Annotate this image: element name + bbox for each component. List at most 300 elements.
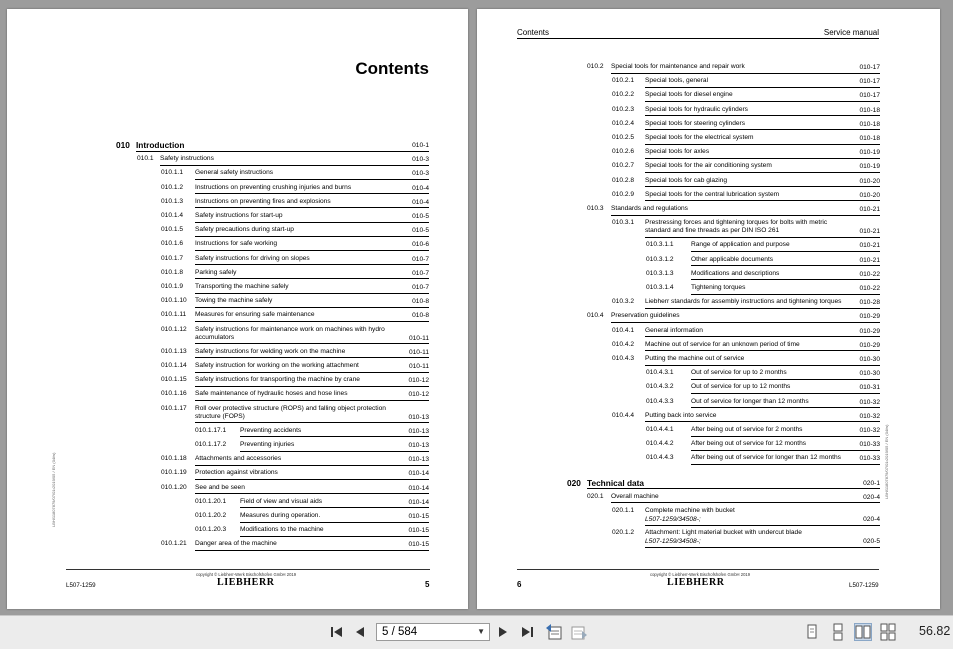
toc-entry-title: Modifications to the machine — [240, 526, 324, 534]
toc-entry-number: 010.4.1 — [612, 326, 634, 334]
toc-entry-underline — [611, 73, 880, 74]
toc-entry-title: Special tools for maintenance and repair work — [611, 63, 745, 70]
toc-entry-underline — [691, 464, 880, 465]
continuous-view-button[interactable] — [829, 623, 847, 641]
side-document-code: LBH/11807879/07/01•2019/05 / EN (04/w) — [51, 452, 56, 527]
toc-entry-number: 020.1 — [587, 492, 604, 500]
toc-entry-title: Out of service for up to 2 months — [691, 369, 787, 377]
toc-entry[interactable] — [646, 454, 880, 465]
toc-entry-page: 010-21 — [859, 206, 880, 213]
toc-entry-title: Field of view and visual aids — [240, 497, 323, 505]
viewer-toolbar — [0, 615, 953, 649]
toc-entry-underline — [691, 251, 880, 252]
toc-entry-number: 010.2.4 — [612, 119, 634, 127]
toc-entry-title: Standards and regulations — [611, 205, 688, 212]
toc-entry[interactable] — [587, 205, 880, 216]
toc-entry-page: 010-11 — [408, 348, 429, 356]
toc-entry-page: 010-5 — [412, 213, 429, 220]
toc-entry-number: 010.2 — [587, 63, 604, 70]
toc-entry-underline — [195, 250, 429, 251]
page-number-value: 5 / 584 — [382, 626, 418, 638]
toc-entry-title: Special tools for the central lubrication system — [645, 190, 780, 198]
toc-entry-page: 010-21 — [859, 242, 880, 250]
toc-entry-number: 010.1.2 — [161, 183, 183, 191]
toc-entry-title: Safety instructions for maintenance work on machines with hydro accumulators — [195, 325, 385, 341]
toc-entry-underline — [691, 407, 880, 408]
toc-entry-underline — [645, 172, 880, 173]
toc-entry-page: 010-20 — [859, 177, 880, 185]
toc-entry-page: 010-8 — [412, 312, 429, 320]
go-back-view-icon — [545, 624, 563, 640]
footer-model: L507-1259 — [66, 582, 96, 589]
toc-entry-title: Preventing injuries — [240, 441, 295, 448]
toc-entry-underline — [195, 422, 429, 423]
toc-entry[interactable] — [137, 155, 429, 166]
toc-chapter-entry[interactable] — [567, 479, 880, 490]
toc-entry-number: 010.3.1.1 — [646, 241, 674, 249]
toc-entry-page: 010-32 — [859, 427, 880, 434]
toc-entry-title: Measures during operation. — [240, 512, 321, 519]
toc-entry-title: Tightening torques — [691, 284, 746, 291]
toc-entry[interactable] — [612, 91, 880, 102]
running-header-right: Service manual — [823, 28, 879, 37]
toc-entry-title: General information — [645, 326, 703, 334]
go-forward-view-button[interactable] — [569, 622, 589, 642]
toc-entry-number: 010.1.20.3 — [195, 526, 227, 534]
toc-entry[interactable] — [195, 441, 429, 452]
toc-entry-title: Overall machine — [611, 492, 659, 500]
toc-entry-number: 010.1.1 — [161, 169, 183, 177]
go-forward-view-icon — [570, 624, 588, 640]
toc-entry-page: 010-6 — [412, 241, 429, 249]
toc-entry[interactable] — [646, 270, 880, 281]
running-header-left: Contents — [517, 28, 550, 37]
copyright-text: copyright © Liebherr-Werk Bischofshofen GmbH 2019 — [650, 572, 751, 577]
toc-entry[interactable] — [161, 226, 429, 237]
toc-entry-number: 010.1.19 — [161, 469, 187, 477]
toc-entry-title: Special tools for the electrical system — [645, 134, 754, 141]
toc-entry-page: 010-11 — [408, 363, 429, 370]
toc-entry-number: 010.2.7 — [612, 162, 634, 170]
toc-entry[interactable] — [646, 440, 880, 451]
toc-entry-number: 010.1.12 — [161, 325, 187, 333]
toc-entry[interactable] — [161, 348, 429, 359]
toc-entry-number: 010.4.4 — [612, 411, 634, 419]
toc-entry-number: 010.3 — [587, 205, 604, 212]
table-of-contents-right — [477, 9, 940, 609]
toc-entry-page: 010-4 — [412, 184, 429, 192]
toc-entry-page: 010-29 — [859, 341, 880, 349]
single-page-icon — [803, 623, 821, 641]
toc-entry-title: Parking safely — [195, 268, 237, 276]
toc-entry[interactable] — [612, 77, 880, 88]
toc-entry[interactable] — [612, 355, 880, 366]
toc-entry[interactable] — [195, 427, 429, 438]
toc-entry-underline — [611, 502, 880, 503]
toc-entry-page: 010-13 — [408, 427, 429, 435]
toc-entry-page: 010-15 — [408, 513, 429, 520]
toc-entry-page: 010-33 — [859, 441, 880, 449]
toc-entry-title: Instructions for safe working — [195, 240, 278, 248]
toc-entry-page: 010-12 — [408, 391, 429, 399]
toc-entry[interactable] — [161, 212, 429, 223]
toc-entry[interactable] — [161, 362, 429, 373]
toc-entry-number: 010.2.6 — [612, 148, 634, 156]
toc-entry[interactable] — [612, 177, 880, 188]
toc-entry-title: Out of service for longer than 12 months — [691, 397, 809, 405]
toc-entry-underline — [160, 165, 429, 166]
toc-entry-title: Introduction — [136, 140, 185, 150]
toc-entry-title: Protection against vibrations — [195, 469, 278, 477]
toc-entry-page: 010-32 — [859, 398, 880, 406]
toc-entry-title: Special tools for axles — [645, 148, 710, 156]
continuous-facing-icon — [879, 623, 897, 641]
toc-entry-underline — [240, 522, 429, 523]
toc-entry[interactable] — [646, 241, 880, 252]
toc-entry-underline — [195, 493, 429, 494]
toc-entry-page: 010-15 — [408, 541, 429, 549]
toc-entry[interactable] — [646, 284, 880, 295]
toc-chapter-entry[interactable] — [116, 141, 429, 152]
toc-entry-underline — [691, 436, 880, 437]
toc-entry-page: 010-7 — [412, 255, 429, 263]
toc-entry-page: 010-3 — [412, 170, 429, 178]
toc-entry-number: 010.4.3.2 — [646, 383, 674, 391]
toc-entry-title: Measures for ensuring safe maintenance — [195, 311, 315, 319]
toc-entry-underline — [195, 343, 429, 344]
toc-entry-page: 010-18 — [859, 106, 880, 114]
next-page-icon — [497, 626, 509, 638]
toc-entry[interactable] — [587, 312, 880, 323]
toc-entry-title: Safety instructions for welding work on the machine — [195, 347, 346, 355]
toc-entry[interactable] — [161, 283, 429, 294]
toc-entry-number: 010.1.3 — [161, 197, 183, 205]
toc-entry-number: 010.2.2 — [612, 91, 634, 99]
toc-entry-underline — [691, 294, 880, 295]
toc-entry-underline — [195, 386, 429, 387]
toc-entry-page: 020-4 — [863, 493, 880, 501]
toc-entry-title: Safe maintenance of hydraulic hoses and hose lines — [195, 390, 348, 398]
toc-entry[interactable] — [161, 455, 429, 466]
toc-entry-page: 010-13 — [408, 442, 429, 449]
toc-entry-title: Modifications and descriptions — [691, 269, 780, 277]
toc-entry-number: 020 — [567, 477, 581, 488]
toc-entry-underline — [195, 179, 429, 180]
toc-entry[interactable] — [161, 240, 429, 251]
document-page-right — [477, 9, 940, 609]
toc-entry-title: Range of application and purpose — [691, 241, 790, 249]
toc-entry-underline — [195, 357, 429, 358]
toc-entry-number: 010.1.11 — [161, 311, 187, 319]
toc-entry-number: 010.1.17 — [161, 404, 187, 412]
toc-entry-number: 010.4.4.3 — [646, 454, 674, 462]
toc-entry[interactable] — [612, 507, 880, 526]
toc-entry[interactable] — [195, 498, 429, 509]
toc-entry[interactable] — [612, 529, 880, 548]
toc-entry-number: 010.1.15 — [161, 376, 187, 384]
toc-entry-title: Attachments and accessories — [195, 455, 282, 463]
toc-entry-underline — [136, 151, 429, 152]
toc-entry-page: 010-11 — [408, 334, 429, 342]
toc-entry[interactable] — [161, 255, 429, 266]
toc-entry-page: 010-12 — [408, 377, 429, 385]
toc-entry-number: 010.4.4.2 — [646, 440, 674, 448]
toc-entry-page: 020-4 — [863, 516, 880, 523]
first-page-icon — [330, 626, 344, 638]
toc-entry-number: 010.1.7 — [161, 254, 183, 262]
toc-entry-title: Putting the machine out of service — [645, 355, 745, 362]
facing-pages-view-button[interactable] — [854, 623, 872, 641]
toc-entry[interactable] — [587, 493, 880, 504]
toc-entry[interactable] — [612, 148, 880, 159]
toc-entry-underline — [645, 87, 880, 88]
toc-entry[interactable] — [646, 426, 880, 437]
toc-entry-number: 010.1.8 — [161, 268, 183, 276]
toc-entry-underline — [645, 308, 880, 309]
toc-entry-underline — [195, 293, 429, 294]
toc-entry-title: Safety instruction for working on the working attachment — [195, 362, 359, 369]
toc-entry[interactable] — [161, 390, 429, 401]
toc-entry[interactable] — [195, 526, 429, 537]
first-page-button[interactable] — [327, 622, 347, 642]
toc-entry-underline — [645, 336, 880, 337]
toc-entry-underline — [645, 115, 880, 116]
toc-entry-number: 020.1.2 — [612, 529, 634, 537]
previous-page-icon — [354, 626, 366, 638]
toc-entry[interactable] — [161, 484, 429, 495]
document-page-left — [7, 9, 468, 609]
toc-entry-underline — [645, 365, 880, 366]
toc-entry-number: 010.4.4.1 — [646, 426, 674, 433]
toc-entry-title: Special tools for hydraulic cylinders — [645, 105, 748, 113]
toc-entry[interactable] — [612, 412, 880, 423]
toc-entry-page: 010-30 — [859, 356, 880, 363]
toc-entry-number: 010.4.2 — [612, 340, 634, 348]
toc-entry[interactable] — [646, 256, 880, 267]
toc-entry-number: 010.3.1 — [612, 219, 634, 227]
toc-entry-page: 010-28 — [859, 299, 880, 307]
toc-entry-underline — [645, 525, 880, 526]
toc-entry-underline — [195, 222, 429, 223]
chevron-down-icon: ▼ — [477, 627, 485, 636]
liebherr-logo: LIEBHERR — [667, 577, 725, 588]
toc-entry-number: 010.2.3 — [612, 105, 634, 113]
toc-entry-underline — [195, 264, 429, 265]
toc-entry-underline — [195, 236, 429, 237]
toc-entry-number: 010.3.1.4 — [646, 284, 674, 291]
toc-entry-number: 010.1.20 — [161, 483, 187, 491]
toc-entry-title: Preservation guidelines — [611, 312, 680, 320]
toc-entry-title: Special tools for diesel engine — [645, 91, 733, 99]
toc-entry[interactable] — [161, 269, 429, 280]
toc-entry[interactable] — [646, 369, 880, 380]
toc-entry-page: 010-29 — [859, 313, 880, 321]
toc-entry-number: 010.1.16 — [161, 390, 187, 398]
toc-entry[interactable] — [612, 162, 880, 173]
toc-entry-page: 010-1 — [412, 142, 429, 149]
toc-entry-title: Attachment: Light material bucket with undercut blade — [645, 529, 802, 537]
toc-entry-page: 010-19 — [859, 149, 880, 157]
toc-entry-number: 010.3.1.3 — [646, 269, 674, 277]
toc-entry-number: 010.4.3 — [612, 355, 634, 362]
toc-entry-number: 010.1.6 — [161, 240, 183, 248]
toc-entry[interactable] — [161, 184, 429, 195]
continuous-facing-view-button[interactable] — [879, 623, 897, 641]
toc-entry-number: 010.1.18 — [161, 455, 187, 463]
toc-entry-underline — [645, 129, 880, 130]
toc-entry-page: 010-13 — [408, 456, 429, 464]
table-of-contents-left — [7, 9, 468, 609]
toc-entry-number: 010.4.3.1 — [646, 369, 674, 377]
toc-entry-page: 010-32 — [859, 412, 880, 420]
toc-entry-page: 010-29 — [859, 327, 880, 335]
toc-entry-title: After being out of service for longer than 12 months — [691, 454, 841, 462]
toc-entry-number: 010.4.3.3 — [646, 397, 674, 405]
toc-entry[interactable] — [612, 327, 880, 338]
toc-entry-underline — [691, 279, 880, 280]
toc-entry-number: 010.2.8 — [612, 176, 634, 184]
toc-entry-underline — [240, 536, 429, 537]
toc-entry-title: Putting back into service — [645, 411, 717, 419]
toc-entry-page: 010-18 — [859, 120, 880, 128]
toc-entry-underline — [691, 450, 880, 451]
toc-entry[interactable] — [161, 469, 429, 480]
toc-entry[interactable] — [161, 540, 429, 551]
toc-entry-page: 020-5 — [863, 538, 880, 546]
toc-entry-page: 020-1 — [863, 479, 880, 487]
toc-entry[interactable] — [612, 298, 880, 309]
toc-entry-title: Special tools for cab glazing — [645, 176, 728, 184]
toc-entry-page: 010-17 — [859, 64, 880, 71]
toc-entry-number: 010.1.17.2 — [195, 441, 227, 448]
toc-entry-underline — [195, 400, 429, 401]
toc-entry-page: 010-5 — [412, 227, 429, 235]
toc-entry-title: Complete machine with bucket — [645, 507, 735, 514]
zoom-level[interactable]: 56.82 — [919, 624, 951, 638]
toc-entry-page: 010-15 — [408, 527, 429, 535]
toc-entry-title: Towing the machine safely — [195, 297, 273, 305]
toc-entry-underline — [645, 350, 880, 351]
toc-entry[interactable] — [612, 191, 880, 202]
toc-entry-underline — [587, 488, 880, 489]
toc-entry[interactable] — [612, 120, 880, 131]
toc-entry[interactable] — [646, 398, 880, 409]
toc-entry-number: 020.1.1 — [612, 507, 634, 514]
next-page-button[interactable] — [493, 622, 513, 642]
toc-entry-title: Special tools, general — [645, 77, 709, 85]
toc-entry-title: After being out of service for 2 months — [691, 426, 803, 433]
page-number-select[interactable] — [376, 623, 490, 641]
toc-entry-number: 010.1.9 — [161, 283, 183, 290]
toc-entry[interactable] — [612, 134, 880, 145]
toc-entry-number: 010.1.20.2 — [195, 512, 227, 519]
toc-entry-page: 010-3 — [412, 156, 429, 164]
toc-entry[interactable] — [612, 219, 880, 238]
toc-entry-page: 010-17 — [859, 78, 880, 86]
toc-entry-underline — [691, 265, 880, 266]
toc-entry-number: 010.2.1 — [612, 77, 634, 85]
toc-entry-title: Special tools for steering cylinders — [645, 119, 746, 127]
toc-entry-underline — [645, 144, 880, 145]
toc-entry-title: Prestressing forces and tightening torques for bolts with metric standard and fine threads as per DIN ISO 261 — [645, 219, 828, 235]
toc-entry-title: Special tools for the air conditioning system — [645, 162, 772, 170]
previous-page-button[interactable] — [350, 622, 370, 642]
toc-entry[interactable] — [612, 106, 880, 117]
single-page-view-button[interactable] — [803, 623, 821, 641]
toc-entry-underline — [645, 421, 880, 422]
toc-entry-page: 010-22 — [859, 270, 880, 278]
toc-entry-page: 010-18 — [859, 135, 880, 142]
toc-entry-page: 010-7 — [412, 269, 429, 277]
toc-entry-title: After being out of service for 12 months — [691, 440, 807, 448]
toc-entry-number: 010.4 — [587, 312, 604, 320]
last-page-button[interactable] — [517, 622, 537, 642]
toc-entry-underline — [645, 547, 880, 548]
toc-entry-page: 010-22 — [859, 285, 880, 292]
toc-entry-title: See and be seen — [195, 483, 245, 491]
toc-entry-underline — [645, 200, 880, 201]
toc-entry-number: 010 — [116, 140, 130, 150]
toc-entry-title: Safety instructions — [160, 155, 214, 163]
toc-entry-page: 010-17 — [859, 92, 880, 100]
toc-entry[interactable] — [195, 512, 429, 523]
toc-entry-page: 010-14 — [408, 498, 429, 506]
toc-entry-title: Out of service for up to 12 months — [691, 383, 791, 391]
toc-entry-underline — [195, 307, 429, 308]
footer-page-number: 5 — [425, 580, 430, 589]
toc-entry-number: 010.3.1.2 — [646, 255, 674, 263]
toc-entry-number: 010.1 — [137, 155, 154, 163]
toc-entry[interactable] — [587, 63, 880, 74]
toc-entry[interactable] — [612, 341, 880, 352]
toc-entry-title: Instructions on preventing fires and explosions — [195, 197, 331, 205]
toc-entry-subtitle: L507-1259/34508-; — [645, 538, 701, 546]
toc-entry-title: Other applicable documents — [691, 255, 774, 263]
toc-entry-title: Roll over protective structure (ROPS) and falling object protection structure (FOPS) — [195, 404, 386, 420]
toc-entry-title: Transporting the machine safely — [195, 283, 289, 290]
toc-entry-number: 010.1.5 — [161, 226, 183, 234]
toc-entry-underline — [645, 237, 880, 238]
toc-entry-underline — [611, 215, 880, 216]
toc-entry-underline — [195, 465, 429, 466]
toc-entry-page: 010-31 — [859, 384, 880, 392]
toc-entry[interactable] — [161, 405, 429, 424]
toc-entry-underline — [195, 278, 429, 279]
toc-entry-page: 010-13 — [408, 413, 429, 421]
toc-entry[interactable] — [646, 383, 880, 394]
toc-entry[interactable] — [161, 198, 429, 209]
toc-entry-underline — [691, 379, 880, 380]
toc-entry-number: 010.1.13 — [161, 347, 187, 355]
footer-rule — [517, 569, 879, 570]
page-heading: Contents — [355, 59, 429, 78]
toc-entry-underline — [195, 193, 429, 194]
toc-entry[interactable] — [161, 169, 429, 180]
toc-entry[interactable] — [161, 376, 429, 387]
toc-entry-page: 010-33 — [859, 455, 880, 463]
toc-entry[interactable] — [161, 297, 429, 308]
footer-rule — [66, 569, 430, 570]
toc-entry-underline — [195, 479, 429, 480]
go-back-view-button[interactable] — [544, 622, 564, 642]
toc-entry-title: Machine out of service for an unknown period of time — [645, 340, 800, 348]
toc-entry-underline — [195, 372, 429, 373]
toc-entry-number: 010.2.9 — [612, 190, 634, 198]
toc-entry-title: Instructions on preventing crushing injuries and burns — [195, 183, 352, 191]
toc-entry[interactable] — [161, 326, 429, 345]
last-page-icon — [520, 626, 534, 638]
toc-entry[interactable] — [161, 311, 429, 322]
